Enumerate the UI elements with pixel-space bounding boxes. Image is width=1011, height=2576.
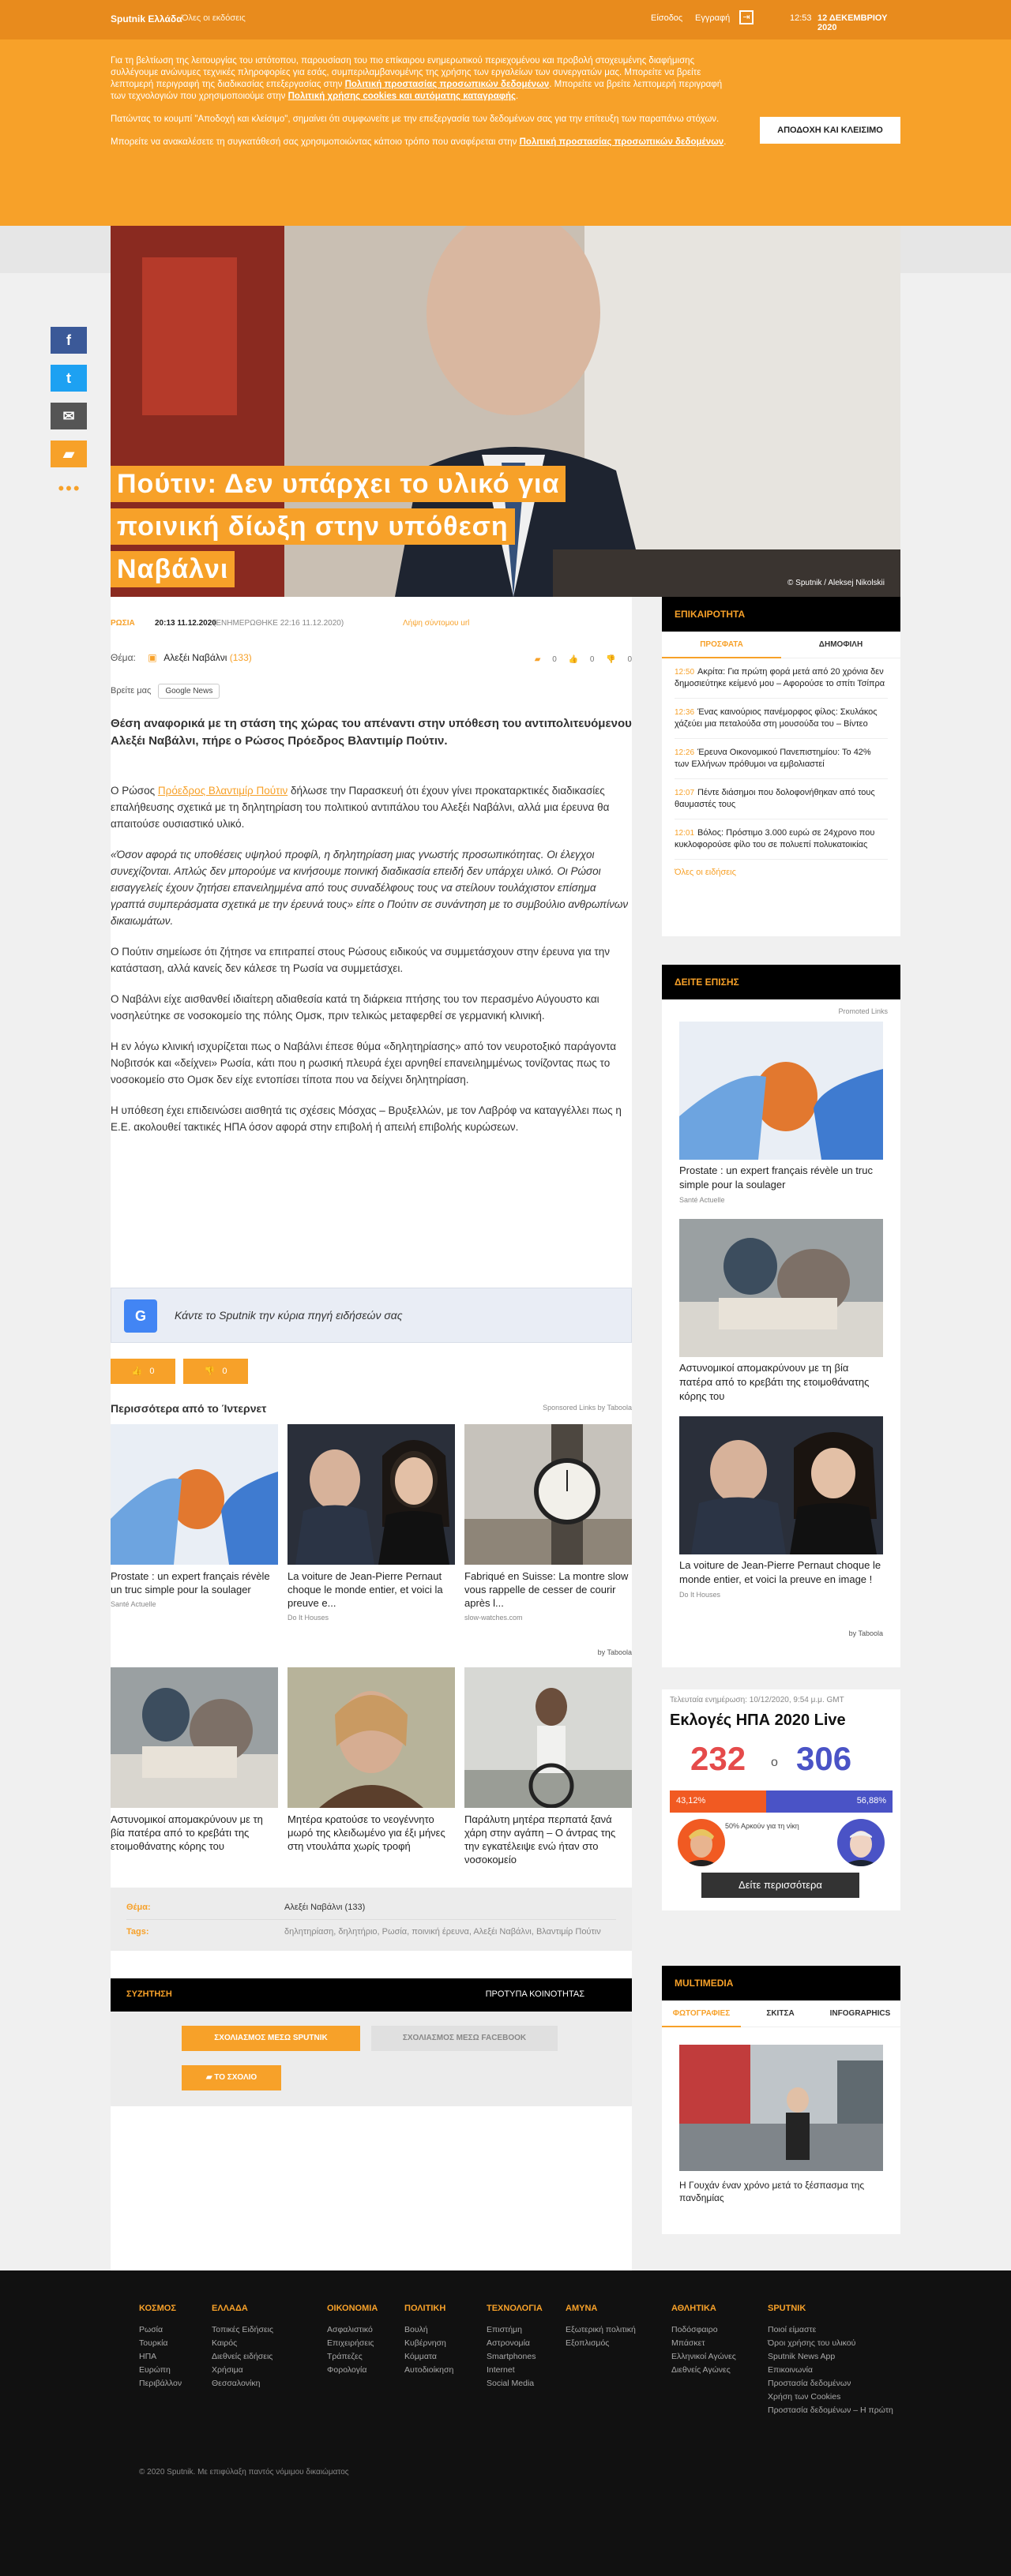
footer-link[interactable]: Τοπικές Ειδήσεις bbox=[212, 2325, 274, 2334]
footer-link[interactable]: Ρωσία bbox=[139, 2325, 163, 2334]
like-count: 0 bbox=[589, 655, 595, 664]
footer-heading[interactable]: ΑΘΛΗΤΙΚΑ bbox=[671, 2304, 716, 2313]
footer-heading[interactable]: ΠΟΛΙΤΙΚΗ bbox=[404, 2304, 446, 2313]
footer-link[interactable]: Αυτοδιοίκηση bbox=[404, 2365, 454, 2375]
win-threshold-label: 50% Αρκούν για τη νίκη bbox=[725, 1822, 799, 1830]
candidate-avatar bbox=[678, 1819, 725, 1866]
footer-link[interactable]: Sputnik News App bbox=[768, 2352, 836, 2361]
card-image bbox=[679, 1416, 883, 1554]
footer-link[interactable]: Μπάσκετ bbox=[671, 2338, 705, 2348]
google-news-icon: G bbox=[124, 1299, 157, 1333]
footer-column bbox=[768, 2302, 902, 2417]
sponsored-card[interactable]: La voiture de Jean-Pierre Pernaut choque le monde entier, et voici la preuve e... Do It Houses bbox=[288, 1424, 455, 1622]
news-item[interactable]: 12:26 Έρευνα Οικονομικού Πανεπιστημίου: Το 42% των Ελλήνων πρόθυμοι να εμβολιαστεί bbox=[675, 739, 888, 779]
card-image bbox=[288, 1424, 455, 1565]
promoted-card[interactable]: La voiture de Jean-Pierre Pernaut choque le monde entier, et voici la preuve en image ! Do It Houses bbox=[679, 1416, 883, 1599]
promoted-links-label[interactable]: Promoted Links bbox=[838, 1007, 888, 1015]
election-more-button[interactable]: Δείτε περισσότερα bbox=[701, 1873, 859, 1898]
taboola-heading: Περισσότερα από το Ίντερνετ Sponsored Links by Taboola bbox=[111, 1402, 632, 1415]
footer-link[interactable]: Social Media bbox=[487, 2379, 535, 2388]
footer-link[interactable]: Θεσσαλονίκη bbox=[212, 2379, 261, 2388]
tags-theme-label: Θέμα: bbox=[126, 1903, 151, 1912]
register-link[interactable]: Εγγραφή bbox=[695, 13, 731, 23]
comment-facebook-button[interactable]: ΣΧΟΛΙΑΣΜΟΣ ΜΕΣΩ FACEBOOK bbox=[371, 2026, 558, 2051]
article bbox=[111, 597, 632, 2282]
footer-column bbox=[404, 2302, 453, 2377]
by-taboola-label[interactable]: by Taboola bbox=[848, 1629, 883, 1637]
theme-label: Θέμα: bbox=[111, 652, 136, 663]
footer-link[interactable]: Κυβέρνηση bbox=[404, 2338, 446, 2348]
comments-area bbox=[111, 2012, 632, 2106]
footer-column bbox=[566, 2302, 636, 2350]
tags-theme-link[interactable]: Αλεξέι Ναβάλνι (133) bbox=[284, 1903, 366, 1912]
reactions bbox=[111, 1359, 253, 1384]
current-date: 12 ΔΕΚΕΜΒΡΙΟΥ 2020 bbox=[817, 13, 888, 32]
cookie-banner bbox=[0, 39, 1011, 226]
footer-link[interactable]: Εξωτερική πολιτική bbox=[566, 2325, 636, 2334]
footer-link[interactable]: Επιχειρήσεις bbox=[327, 2338, 374, 2348]
sponsored-card[interactable]: Prostate : un expert français révèle un truc simple pour la soulager Santé Actuelle bbox=[111, 1424, 278, 1608]
comments-count-icon: ▰ bbox=[534, 655, 541, 664]
cookie-policy-link[interactable]: Πολιτική χρήσης cookies και αυτόματης καταγραφής bbox=[288, 92, 516, 101]
all-news-link[interactable]: Όλες οι ειδήσεις bbox=[675, 868, 736, 877]
footer-link[interactable]: Ελληνικοί Αγώνες bbox=[671, 2352, 736, 2361]
news-item[interactable]: 12:36 Ένας καινούριος πανέμορφος φίλος: Σκυλάκος χάζεύει μια πεταλούδα στη μουσούδα του – Βίντεο bbox=[675, 699, 888, 739]
multimedia-caption[interactable]: Η Γουχάν έναν χρόνο μετά το ξέσπασμα της πανδημίας bbox=[679, 2180, 865, 2203]
footer-link[interactable]: Διεθνείς ειδήσεις bbox=[212, 2352, 273, 2361]
card-image bbox=[288, 1667, 455, 1808]
by-taboola-label[interactable]: by Taboola bbox=[597, 1648, 632, 1656]
election-title: Εκλογές ΗΠΑ 2020 Live bbox=[670, 1712, 846, 1729]
biden-electoral-votes: 232 bbox=[690, 1740, 746, 1777]
theme-link[interactable]: Αλεξέι Ναβάλνι bbox=[163, 652, 227, 663]
twitter-share-icon[interactable]: t bbox=[51, 365, 87, 392]
multimedia-box bbox=[662, 1966, 900, 2234]
article-title: Πούτιν: Δεν υπάρχει το υλικό για ποινική δίωξη στην υπόθεση Ναβάλνι bbox=[111, 463, 584, 591]
footer-heading[interactable]: ΟΙΚΟΝΟΜΙΑ bbox=[327, 2304, 378, 2313]
copyright: © 2020 Sputnik. Με επιφύλαξη παντός νόμιμου δικαιώματος bbox=[139, 2468, 349, 2477]
exit-icon[interactable]: ⇥ bbox=[739, 10, 754, 24]
footer-link[interactable]: Ευρώπη bbox=[139, 2365, 171, 2375]
tags-block bbox=[111, 1888, 632, 1951]
left-percent: 43,12% bbox=[676, 1796, 706, 1805]
card-image bbox=[679, 1022, 883, 1160]
published-time: 20:13 11.12.2020 bbox=[155, 619, 216, 628]
comments-count: 0 bbox=[552, 655, 557, 664]
footer-link[interactable]: Τουρκία bbox=[139, 2338, 168, 2348]
footer-column bbox=[212, 2302, 273, 2390]
footer-link[interactable]: Smartphones bbox=[487, 2352, 536, 2361]
card-image bbox=[111, 1667, 278, 1808]
card-image bbox=[679, 1219, 883, 1357]
footer-link[interactable]: Καιρός bbox=[212, 2338, 238, 2348]
footer-column bbox=[327, 2302, 378, 2377]
like-count-icon: 👍 bbox=[568, 655, 579, 664]
promoted-card[interactable]: Prostate : un expert français révèle un truc simple pour la soulager Santé Actuelle bbox=[679, 1022, 883, 1204]
news-item[interactable]: 12:07 Πέντε διάσημοι που δολοφονήθηκαν από τους θαυμαστές τους bbox=[675, 779, 888, 819]
google-news-badge[interactable]: Google News bbox=[158, 684, 220, 699]
footer-link[interactable]: Χρήσιμα bbox=[212, 2365, 243, 2375]
footer-heading[interactable]: ΚΟΣΜΟΣ bbox=[139, 2304, 176, 2313]
footer-link[interactable]: Φορολογία bbox=[327, 2365, 367, 2375]
multimedia-heading: MULTIMEDIA bbox=[662, 1966, 900, 2000]
footer-link[interactable]: Εξοπλισμός bbox=[566, 2338, 610, 2348]
article-lead: Θέση αναφορικά με τη στάση της χώρας του απέναντι στην υπόθεση του αντιπολιτευόμενου Αλεξέι Ναβάλνι, πήρε ο Ρώσος Πρόεδρος Βλαντιμίρ Πούτιν. bbox=[111, 717, 632, 748]
email-share-icon[interactable]: ✉ bbox=[51, 403, 87, 429]
us-election-widget[interactable] bbox=[662, 1689, 900, 1910]
theme-icon: ▣ bbox=[148, 652, 157, 663]
login-link[interactable]: Είσοδος bbox=[651, 13, 683, 23]
footer-link[interactable]: Επιστήμη bbox=[487, 2325, 522, 2334]
theme-count: (133) bbox=[229, 652, 252, 663]
more-share-icon[interactable]: ••• bbox=[58, 478, 81, 498]
latest-news-box bbox=[662, 597, 900, 936]
dislike-button[interactable]: 👎 0 bbox=[183, 1359, 248, 1384]
comment-icon: ▰ bbox=[205, 2073, 215, 2082]
card-image bbox=[464, 1424, 632, 1565]
sponsored-card[interactable]: Παράλυτη μητέρα περπατά ξανά χάρη στην αγάπη – Ο άντρας της την εγκατέλειψε ενώ ήταν στο νοσοκομείο bbox=[464, 1667, 632, 1866]
all-editions-link[interactable]: Όλες οι εκδόσεις bbox=[182, 13, 246, 23]
footer-link[interactable]: Ποδόσφαιρο bbox=[671, 2325, 718, 2334]
putin-link[interactable]: Πρόεδρος Βλαντιμίρ Πούτιν bbox=[157, 785, 288, 797]
discussion-bar bbox=[111, 1978, 632, 2012]
footer-heading[interactable]: SPUTNIK bbox=[768, 2304, 806, 2313]
news-item[interactable]: 12:01 Βόλος: Πρόστιμο 3.000 ευρώ σε 24χρονο που κυκλοφορούσε φίλο του σε πολυεπί πολυκατοικίας bbox=[675, 819, 888, 860]
discussion-label: ΣΥΖΗΤΗΣΗ bbox=[126, 1989, 172, 1999]
tags-label: Tags: bbox=[126, 1927, 149, 1937]
sponsored-label[interactable]: Sponsored Links by Taboola bbox=[543, 1404, 632, 1412]
cookie-accept-button[interactable]: ΑΠΟΔΟΧΗ ΚΑΙ ΚΛΕΙΣΙΜΟ bbox=[760, 117, 900, 144]
see-also-heading: ΔΕΙΤΕ ΕΠΙΣΗΣ bbox=[662, 965, 900, 999]
footer-link[interactable]: Βουλή bbox=[404, 2325, 428, 2334]
photo-credit: © Sputnik / Aleksej Nikolskii bbox=[787, 579, 885, 587]
your-comment-button[interactable]: ▰ ΤΟ ΣΧΟΛΙΟ bbox=[182, 2065, 281, 2090]
promoted-card[interactable]: Αστυνομικοί απομακρύνουν με τη βία πατέρα από το κρεβάτι της ετοιμοθάνατης κόρης του bbox=[679, 1219, 883, 1404]
candidate-avatar bbox=[837, 1819, 885, 1866]
short-link[interactable]: Λήψη σύντομου url bbox=[403, 619, 470, 628]
multimedia-image[interactable] bbox=[679, 2045, 883, 2171]
tab-latest[interactable]: ΠΡΟΣΦΑΤΑ bbox=[662, 632, 781, 658]
footer-heading[interactable]: ΑΜΥΝΑ bbox=[566, 2304, 598, 2313]
facebook-share-icon[interactable]: f bbox=[51, 327, 87, 354]
dislike-count-icon: 👎 bbox=[606, 655, 616, 664]
tags-list[interactable]: δηλητηρίαση, δηλητήριο, Ρωσία, ποινική έρευνα, Αλεξέι Ναβάλνι, Βλαντιμίρ Πούτιν bbox=[284, 1927, 601, 1937]
latest-news-heading: ΕΠΙΚΑΙΡΟΤΗΤΑ bbox=[662, 597, 900, 632]
news-item[interactable]: 12:50 Ακρίτα: Για πρώτη φορά μετά από 20 χρόνια δεν δημοσιεύτηκε κείμενό μου – Αφορούσε το σπίτι Τσίπρα bbox=[675, 658, 888, 699]
sponsored-card[interactable]: Αστυνομικοί απομακρύνουν με τη βία πατέρα από το κρεβάτι της ετοιμοθάνατης κόρης του bbox=[111, 1667, 278, 1853]
footer-link[interactable]: ΗΠΑ bbox=[139, 2352, 157, 2361]
google-news-promo[interactable] bbox=[111, 1288, 632, 1343]
cookie-text: Για τη βελτίωση της λειτουργίας του ιστότοπου, παρουσίαση του πιο επίκαιρου ενημερωτικού περιεχομένου και προβολή στοχευμένης διαφήμισης συλλέγουμε ανώνυμες τεχνικές πληροφορίες για εσάς, συμπεριλαμβανομένης της χρήσης των εργαλείων των συνεργατών μας. Μπορείτε να βρείτε λεπτομερή περιγραφή της διαδικασίας επεξεργασίας στην Πολιτική προστασίας προσωπικών δεδομένων. Μπορείτε να βρείτε λεπτομερή περιγραφή των τεχνολογιών που χρησιμοποιούμε στην Πολιτική χρήσης cookies και αυτόματης καταγραφής. Πατώντας το κουμπί "Αποδοχή και κλείσιμο", σημαίνει ότι συμφωνείτε με την επεξεργασία των δεδομένων σας για την επίτευξη των παραπάνω στόχων. Μπορείτε να ανακαλέσετε τη συγκατάθεσή σας χρησιμοποιώντας κάποιο τρόπο που αναφέρεται στην Πολιτική προστασίας προσωπικών δεδομένων. bbox=[111, 56, 727, 147]
news-tabs bbox=[662, 632, 900, 658]
multimedia-tabs bbox=[662, 2000, 900, 2027]
article-counters bbox=[525, 655, 632, 664]
category-link[interactable]: ΡΩΣΙΑ bbox=[111, 619, 135, 628]
footer-heading[interactable]: ΤΕΧΝΟΛΟΓΙΑ bbox=[487, 2304, 543, 2313]
dislike-count: 0 bbox=[627, 655, 632, 664]
google-news-promo-text: Κάντε το Sputnik την κύρια πηγή ειδήσεών σας bbox=[175, 1309, 403, 1322]
top-bar bbox=[0, 0, 1011, 39]
right-percent: 56,88% bbox=[856, 1796, 886, 1805]
like-button[interactable]: 👍 0 bbox=[111, 1359, 175, 1384]
footer-link[interactable]: Διεθνείς Αγώνες bbox=[671, 2365, 731, 2375]
updated-time: (ΕΝΗΜΕΡΩΘΗΚΕ 22:16 11.12.2020) bbox=[213, 619, 344, 628]
share-bar bbox=[51, 327, 88, 499]
see-also-box bbox=[662, 965, 900, 1667]
footer-column bbox=[487, 2302, 543, 2390]
hero-image bbox=[111, 226, 900, 597]
card-image bbox=[111, 1424, 278, 1565]
tab-popular[interactable]: ΔΗΜΟΦΙΛΗ bbox=[818, 640, 863, 649]
election-bar bbox=[670, 1790, 893, 1813]
election-updated: Τελευταία ενημέρωση: 10/12/2020, 9:54 μ.μ. GMT bbox=[670, 1696, 844, 1704]
brand-logo[interactable]: Sputnik Ελλάδα bbox=[111, 13, 182, 24]
footer-link[interactable]: Προστασία δεδομένων bbox=[768, 2379, 851, 2388]
footer-link[interactable]: Χρήση των Cookies bbox=[768, 2392, 841, 2402]
find-us-label: Βρείτε μας bbox=[111, 686, 152, 696]
privacy-link[interactable]: Πολιτική προστασίας προσωπικών δεδομένων bbox=[344, 80, 550, 89]
footer-link[interactable]: Ασφαλιστικό bbox=[327, 2325, 373, 2334]
footer-link[interactable]: Περιβάλλον bbox=[139, 2379, 182, 2388]
article-body: Ο Ρώσος Πρόεδρος Βλαντιμίρ Πούτιν δήλωσε την Παρασκευή ότι έχουν γίνει προκαταρκτικές διαδικασίες επαλήθευσης σχετικά με τη δηλητηρίαση του πολιτικού αντιπάλου του Αλεξέι Ναβάλνι, αλλά μια έρευνα θα απαιτούσε ουσιαστικό υλικό. «Όσον αφορά τις υποθέσεις υψηλού προφίλ, η δηλητηρίαση μιας γνωστής προσωπικότητας. Οι έλεγχοι συνεχίζονται. Απλώς δεν μπορούμε να κινήσουμε ποινική διαδικασία επειδή δεν υπάρχει υλικό. Οι Ρώσοι εισαγγελείς έχουν ζητήσει επανειλημμένα από τους συναδέλφους τους να στείλουν τουλάχιστον επίσημα γραπτά συμπεράσματα σχετικά με την έρευνά τους» είπε ο Πούτιν σε συνάντηση με το συμβούλιο ανθρωπίνων δικαιωμάτων. Ο Πούτιν σημείωσε ότι ζήτησε να επιτραπεί στους Ρώσους ειδικούς να συμμετάσχουν στην έρευνα για την κατάσταση, αλλά κανείς δεν κάλεσε τη Ρωσία να συμμετάσχει. Ο Ναβάλνι είχε αισθανθεί ιδιαίτερη αδιαθεσία κατά τη διάρκεια πτήσης του τον περασμένο Αύγουστο και νοσηλεύτηκε σε νοσοκομείο της πόλης Ομσκ, πριν τελικώς μεταφερθεί σε γερμανική κλινική. Η εν λόγω κλινική ισχυρίζεται πως ο Ναβάλνι έπεσε θύμα «δηλητηρίασης» από τον νευροτοξικό παράγοντα Νοβιτσόκ και «δείχνει» Ρωσία, κάτι που η ρωσική πλευρά έχει αρνηθεί επανειλημμένως τονίζοντας πως το νοσοκομείο στο Ομσκ δεν είχε εντοπίσει τίποτα που να δείχνει δηλητηρίαση. Η υπόθεση έχει επιδεινώσει αισθητά τις σχέσεις Μόσχας – Βρυξελλών, με τον Λαβρόφ να καταγγέλλει πως η Ε.Ε. ακολουθεί τακτικές ΗΠΑ όσον αφορά στην επιβολή ή απειλή επιβολής κυρώσεων. bbox=[111, 785, 629, 1133]
comments-share-icon[interactable]: ▰ bbox=[51, 441, 87, 467]
footer-link[interactable]: Ποιοί είμαστε bbox=[768, 2325, 817, 2334]
footer-link[interactable]: Αστρονομία bbox=[487, 2338, 530, 2348]
footer-column bbox=[671, 2302, 736, 2377]
trump-electoral-votes: 306 bbox=[796, 1740, 852, 1777]
current-time: 12:53 bbox=[790, 13, 812, 23]
comment-sputnik-button[interactable]: ΣΧΟΛΙΑΣΜΟΣ ΜΕΣΩ SPUTNIK bbox=[182, 2026, 360, 2051]
footer-link[interactable]: Όροι χρήσης του υλικού bbox=[768, 2338, 856, 2348]
footer-link[interactable]: Επικοινωνία bbox=[768, 2365, 813, 2375]
card-image bbox=[464, 1667, 632, 1808]
footer-heading[interactable]: ΕΛΛΑΔΑ bbox=[212, 2304, 248, 2313]
footer-column bbox=[139, 2302, 182, 2390]
footer-link[interactable]: Προστασία δεδομένων – Η πρώτη bbox=[768, 2405, 893, 2415]
tab-sketches[interactable]: ΣΚΙΤΣΑ bbox=[766, 2009, 795, 2018]
sponsored-card[interactable]: Fabriqué en Suisse: La montre slow vous rappelle de cesser de courir après l... slow-watches.com bbox=[464, 1424, 632, 1622]
tab-infographics[interactable]: INFOGRAPHICS bbox=[829, 2009, 891, 2018]
tab-photos[interactable]: ΦΩΤΟΓΡΑΦΙΕΣ bbox=[662, 2000, 741, 2027]
footer-link[interactable]: Internet bbox=[487, 2365, 515, 2375]
footer bbox=[0, 2270, 1011, 2576]
community-standards-link[interactable]: ΠΡΟΤΥΠΑ ΚΟΙΝΟΤΗΤΑΣ bbox=[485, 1989, 584, 1999]
sponsored-card[interactable]: Μητέρα κρατούσε το νεογέννητο μωρό της κλειδωμένο για έξι μήνες στη ντουλάπα χωρίς τροφή bbox=[288, 1667, 455, 1853]
theme-row bbox=[111, 652, 632, 676]
election-separator: ο bbox=[771, 1756, 778, 1769]
footer-link[interactable]: Κόμματα bbox=[404, 2352, 437, 2361]
footer-link[interactable]: Τράπεζες bbox=[327, 2352, 363, 2361]
find-us-row bbox=[111, 684, 220, 699]
privacy-link-2[interactable]: Πολιτική προστασίας προσωπικών δεδομένων bbox=[519, 137, 724, 147]
